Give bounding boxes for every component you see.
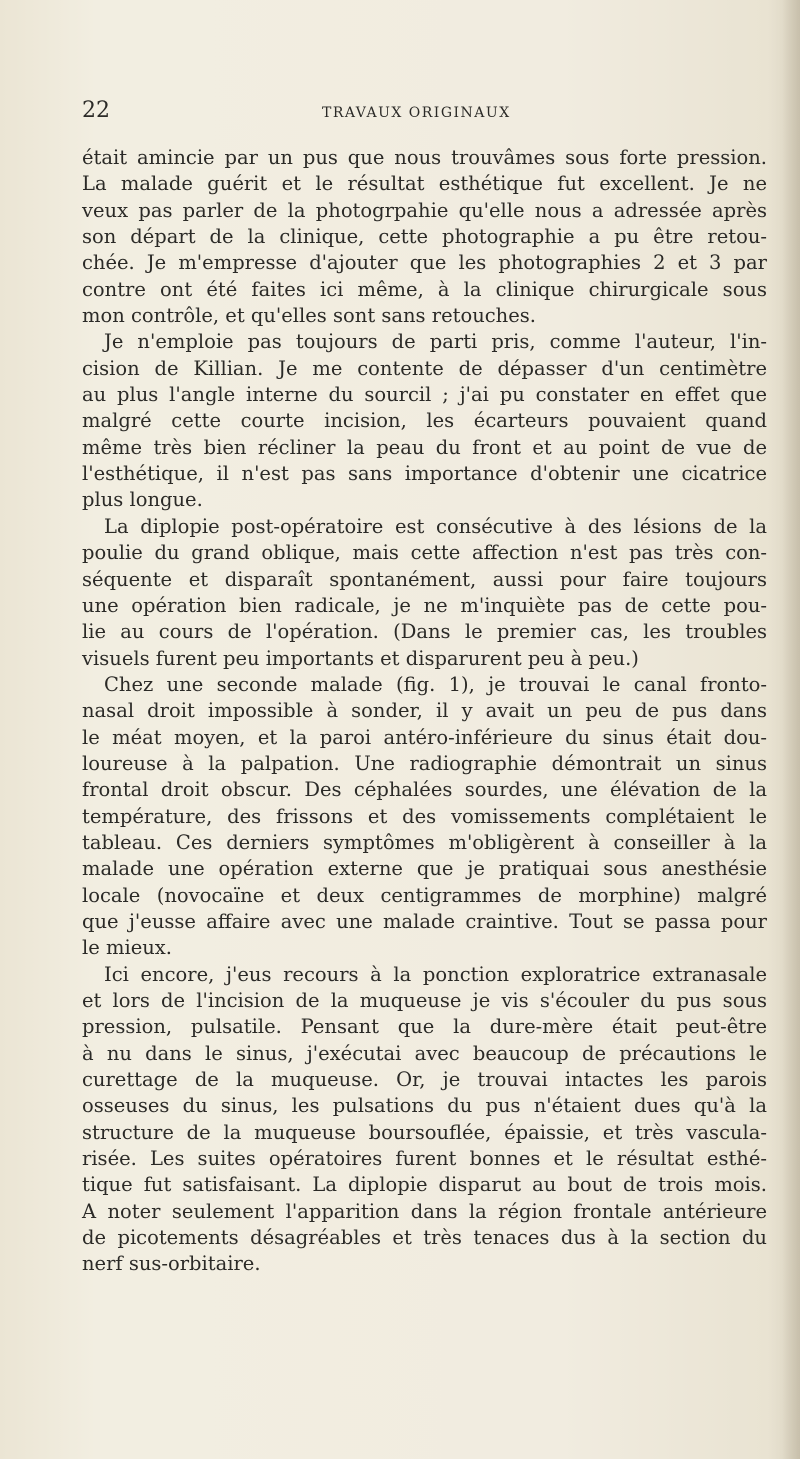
text-line: lie au cours de l'opération. (Dans le premier cas, les troubles <box>82 620 767 644</box>
text-line: une opération bien radicale, je ne m'inquiète pas de cette pou- <box>82 593 767 617</box>
text-line: Je n'emploie pas toujours de parti pris, comme l'auteur, l'in- <box>104 330 767 354</box>
text-line: Chez une seconde malade (fig. 1), je trouvai le canal fronto- <box>104 672 767 696</box>
text-line: au plus l'angle interne du sourcil ; j'ai pu constater en effet que <box>82 383 767 407</box>
text-line: risée. Les suites opératoires furent bonnes et le résultat esthé- <box>82 1147 767 1171</box>
text-line: Ici encore, j'eus recours à la ponction exploratrice extranasale <box>104 962 767 986</box>
text-line: malgré cette courte incision, les écarteurs pouvaient quand <box>82 409 767 433</box>
text-line: La diplopie post-opératoire est consécutive à des lésions de la <box>104 514 767 538</box>
text-line: veux pas parler de la photogrpahie qu'elle nous a adressée après <box>82 198 767 222</box>
text-line: nerf sus-orbitaire. <box>82 1252 261 1276</box>
text-line: même très bien récliner la peau du front et au point de vue de <box>82 435 767 459</box>
text-line: malade une opération externe que je pratiquai sous anesthésie <box>82 857 767 881</box>
text-line: à nu dans le sinus, j'exécutai avec beaucoup de précautions le <box>82 1041 767 1065</box>
text-line: plus longue. <box>82 488 203 512</box>
text-line: et lors de l'incision de la muqueuse je vis s'écouler du pus sous <box>82 989 767 1012</box>
text-line: contre ont été faites ici même, à la clinique chirurgicale sous <box>82 277 767 301</box>
text-line: que j'eusse affaire avec une malade craintive. Tout se passa pour <box>82 909 767 933</box>
text-line: tableau. Ces derniers symptômes m'obligèrent à conseiller à la <box>82 830 767 854</box>
running-head: TRAVAUX ORIGINAUX <box>322 105 511 121</box>
text-line: était amincie par un pus que nous trouvâmes sous forte pression. <box>82 146 767 169</box>
text-line: curettage de la muqueuse. Or, je trouvai intactes les parois <box>82 1068 767 1092</box>
text-line: pression, pulsatile. Pensant que la dure-mère était peut-être <box>82 1015 767 1039</box>
text-line: La malade guérit et le résultat esthétique fut excellent. Je ne <box>82 172 767 196</box>
text-line: A noter seulement l'apparition dans la région frontale antérieure <box>82 1199 767 1223</box>
text-line: l'esthétique, il n'est pas sans importance d'obtenir une cicatrice <box>82 462 767 486</box>
text-line: séquente et disparaît spontanément, aussi pour faire toujours <box>82 567 767 591</box>
text-line: osseuses du sinus, les pulsations du pus n'étaient dues qu'à la <box>82 1094 767 1118</box>
text-line: frontal droit obscur. Des céphalées sourdes, une élévation de la <box>82 778 767 802</box>
text-line: de picotements désagréables et très tenaces dus à la section du <box>82 1226 767 1250</box>
text-line: le mieux. <box>82 936 172 960</box>
text-line: mon contrôle, et qu'elles sont sans retouches. <box>82 304 536 328</box>
text-line: chée. Je m'empresse d'ajouter que les photographies 2 et 3 par <box>82 251 767 275</box>
text-line: locale (novocaïne et deux centigrammes de morphine) malgré <box>82 883 767 907</box>
text-line: visuels furent peu importants et disparurent peu à peu.) <box>82 646 639 670</box>
text-line: température, des frissons et des vomissements complétaient le <box>82 804 767 828</box>
text-line: loureuse à la palpation. Une radiographie démontrait un sinus <box>82 751 767 775</box>
text-line: nasal droit impossible à sonder, il y avait un peu de pus dans <box>82 699 767 723</box>
text-line: tique fut satisfaisant. La diplopie disparut au bout de trois mois. <box>82 1173 767 1197</box>
text-line: cision de Killian. Je me contente de dépasser d'un centimètre <box>82 356 767 380</box>
page-header <box>82 98 762 128</box>
page-number: 22 <box>82 98 110 123</box>
text-line: structure de la muqueuse boursouflée, épaissie, et très vascula- <box>82 1120 767 1144</box>
text-line: son départ de la clinique, cette photographie a pu être retou- <box>82 225 767 249</box>
text-line: poulie du grand oblique, mais cette affection n'est pas très con- <box>82 541 767 565</box>
page-edge-shadow <box>782 0 800 1459</box>
body-text <box>82 145 767 1278</box>
text-line: le méat moyen, et la paroi antéro-inférieure du sinus était dou- <box>82 725 767 749</box>
